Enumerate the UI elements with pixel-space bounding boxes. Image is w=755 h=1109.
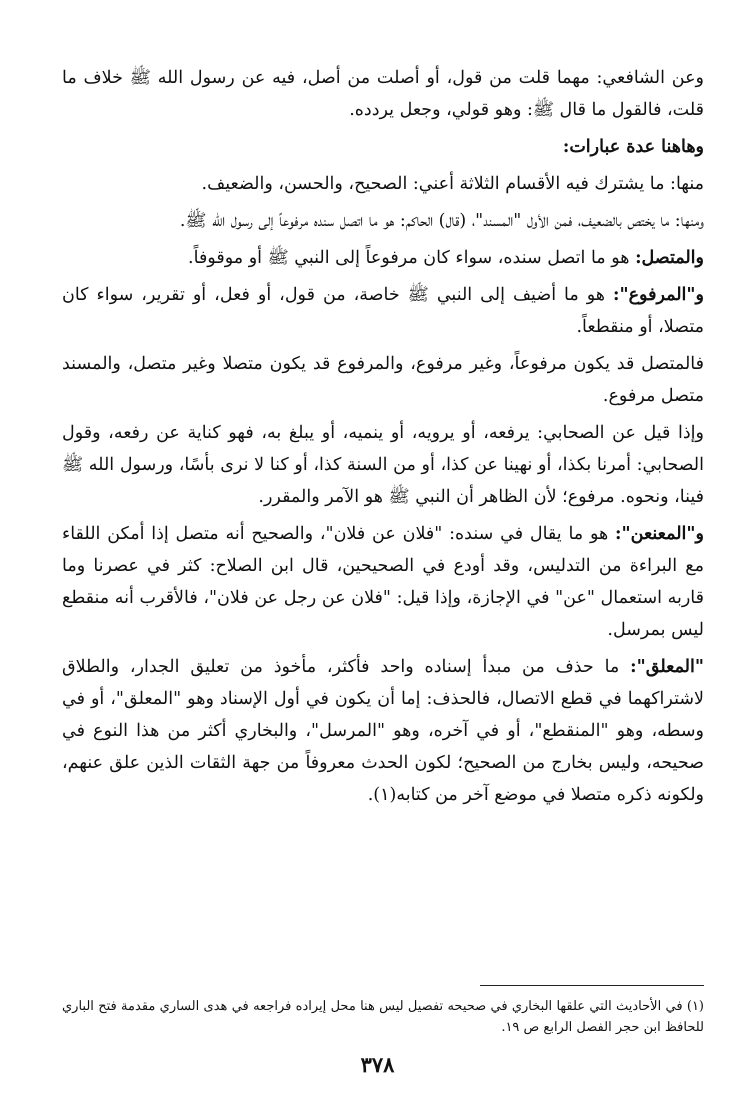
paragraph-marfu: و"المرفوع": هو ما أضيف إلى النبي ﷺ خاصة، من قول، أو فعل، أو تقرير، سواء كان متصلا، أو منقطعاً.	[62, 285, 704, 337]
footnote-divider	[480, 985, 704, 986]
paragraph-shafii-quote: وعن الشافعي: مهما قلت من قول، أو أصلت من أصل، فيه عن رسول الله ﷺ خلاف ما قلت، فالقول ما قال ﷺ: وهو قولي، وجعل يردده.	[62, 68, 704, 120]
footnote: (١) في الأحاديث التي علقها البخاري في صحيحه تفصيل ليس هنا محل إيراده فراجعه في هدى الساري مقدمة فتح الباري للحافظ ابن حجر الفصل الرابع ص ١٩.	[62, 999, 704, 1035]
main-text	[62, 62, 704, 816]
paragraph-sahabi-expressions: وإذا قيل عن الصحابي: يرفعه، أو يرويه، أو ينميه، أو يبلغ به، فهو كناية عن رفعه، وقول الصحابي: أمرنا بكذا، أو نهينا عن كذا، أو من السنة كذا، أو كنا لا نرى بأسًا، ورسول الله ﷺ فينا، ونحوه. مرفوع؛ لأن الظاهر أن النبي ﷺ هو الآمر والمقرر.	[62, 423, 704, 507]
paragraph-muttasil: والمتصل: هو ما اتصل سنده، سواء كان مرفوعاً إلى النبي ﷺ أو موقوفاً.	[188, 248, 704, 268]
paragraph-muallaq: "المعلق": ما حذف من مبدأ إسناده واحد فأكثر، مأخوذ من تعليق الجدار، والطلاق لاشتراكهما في قطع الاتصال، فالحذف: إما أن يكون في أول الإسناد وهو "المعلق"، أو في وسطه، وهو "المنقطع"، أو في آخره، وهو "المرسل"، والبخاري أكثر من هذا النوع في صحيحه، وليس بخارج من الصحيح؛ لكون الحدث معروفاً من جهة الثقات الذين علق عنهم، ولكونه ذكره متصلا في موضع آخر من كتابه(١).	[62, 657, 704, 805]
term-muanan: و"المعنعن":	[615, 524, 704, 544]
paragraph-muttasil-marfu-relation: فالمتصل قد يكون مرفوعاً، وغير مرفوع، والمرفوع قد يكون متصلا وغير متصل، والمسند متصل مرفوع.	[62, 354, 704, 406]
paragraph-musnad: ومنها: ما يختص بالضعيف، فمن الأول "المسند"، (قال) الحاكم: هو ما اتصل سنده مرفوعاً إلى رسول الله ﷺ.	[179, 211, 704, 231]
term-muallaq: "المعلق":	[630, 657, 704, 677]
term-marfu: و"المرفوع":	[613, 285, 704, 305]
page-number: ٣٧٨	[360, 1052, 395, 1077]
paragraph-expressions-heading: وهاهنا عدة عبارات:	[562, 137, 704, 157]
term-muttasil: والمتصل:	[635, 248, 704, 268]
paragraph-shared-categories: منها: ما يشترك فيه الأقسام الثلاثة أعني: الصحيح، والحسن، والضعيف.	[201, 174, 704, 194]
paragraph-muanan: و"المعنعن": هو ما يقال في سنده: "فلان عن فلان"، والصحيح أنه متصل إذا أمكن اللقاء مع البراءة من التدليس، وقد أودع في الصحيحين، قال ابن الصلاح: كثر في عصرنا وما قاربه استعمال "عن" في الإجازة، وإذا قيل: "فلان عن رجل عن فلان"، فالأقرب أنه منقطع ليس بمرسل.	[62, 524, 704, 640]
